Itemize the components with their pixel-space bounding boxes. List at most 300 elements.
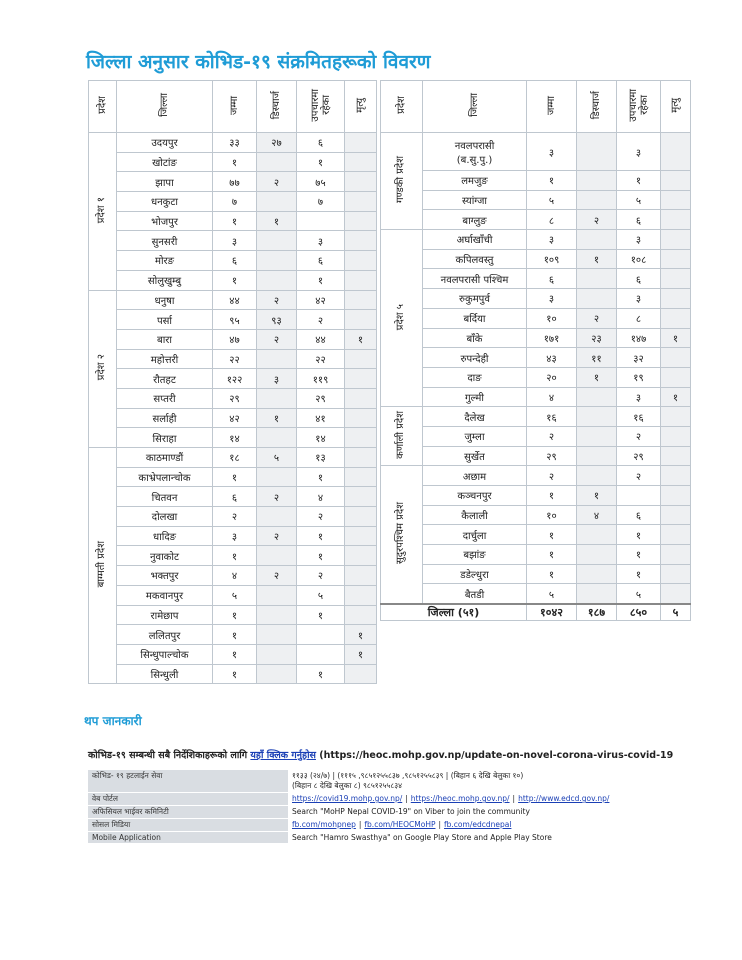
active-cell: १ xyxy=(297,664,345,684)
active-cell: ३ xyxy=(297,231,345,251)
table-row xyxy=(381,269,691,289)
district-cell: दोलखा xyxy=(117,507,213,527)
discharged-cell xyxy=(577,584,617,604)
deaths-cell xyxy=(345,526,377,546)
total-cell: १ xyxy=(213,467,257,487)
info-link[interactable]: https://covid19.mohp.gov.np/ xyxy=(292,794,403,803)
total-cell: १२२ xyxy=(213,369,257,389)
info-label: अफिसियल भाईवर कमिनिटी xyxy=(88,806,288,819)
discharged-cell xyxy=(257,349,297,369)
province-cell: सुदुरपश्चिम प्रदेश xyxy=(381,466,423,604)
district-cell: जुम्ला xyxy=(423,426,527,446)
table-row xyxy=(89,585,377,605)
table-row xyxy=(89,152,377,172)
table-row xyxy=(89,172,377,192)
deaths-cell xyxy=(661,525,691,545)
district-cell: मोरङ xyxy=(117,251,213,271)
active-cell: १ xyxy=(297,546,345,566)
active-cell: ४१ xyxy=(297,408,345,428)
discharged-cell xyxy=(577,446,617,466)
district-cell: धनकुटा xyxy=(117,192,213,212)
district-cell: झापा xyxy=(117,172,213,192)
table-row xyxy=(381,249,691,269)
district-cell: सिन्धुपाल्चोक xyxy=(117,644,213,664)
total-cell: ३ xyxy=(527,133,577,171)
table-row xyxy=(381,133,691,171)
active-cell: ५ xyxy=(617,584,661,604)
active-cell: ३ xyxy=(617,289,661,309)
district-cell: सप्तरी xyxy=(117,388,213,408)
district-cell: बैतडी xyxy=(423,584,527,604)
table-row xyxy=(89,310,377,330)
district-cell: स्यांग्जा xyxy=(423,190,527,210)
deaths-cell xyxy=(345,290,377,310)
total-cell: ५ xyxy=(213,585,257,605)
district-cell: रुकुमपुर्व xyxy=(423,289,527,309)
deaths-cell xyxy=(661,171,691,191)
info-link[interactable]: http://www.edcd.gov.np/ xyxy=(518,794,610,803)
district-cell: बाग्लुङ xyxy=(423,210,527,230)
total-cell: ५ xyxy=(527,584,577,604)
active-cell: ३२ xyxy=(617,348,661,368)
active-cell: २२ xyxy=(297,349,345,369)
discharged-cell: ४ xyxy=(577,505,617,525)
deaths-cell xyxy=(345,270,377,290)
active-cell: २ xyxy=(297,566,345,586)
district-cell: बर्दिया xyxy=(423,308,527,328)
discharged-cell: २ xyxy=(577,308,617,328)
header-total: जम्मा xyxy=(213,81,257,133)
deaths-cell xyxy=(661,426,691,446)
table-row xyxy=(89,211,377,231)
total-cell: १ xyxy=(527,525,577,545)
active-cell: १ xyxy=(297,526,345,546)
discharged-cell xyxy=(577,133,617,171)
table-row xyxy=(89,231,377,251)
table-row xyxy=(381,486,691,506)
discharged-cell xyxy=(577,230,617,250)
table-row xyxy=(89,526,377,546)
total-cell: १० xyxy=(527,308,577,328)
total-cell: २९ xyxy=(213,388,257,408)
table-row xyxy=(89,487,377,507)
active-cell: २ xyxy=(617,426,661,446)
district-cell: डडेल्धुरा xyxy=(423,564,527,584)
discharged-cell: २ xyxy=(257,172,297,192)
active-cell: ५ xyxy=(617,190,661,210)
active-cell: ३ xyxy=(617,387,661,407)
table-row xyxy=(381,466,691,486)
discharged-cell xyxy=(577,289,617,309)
discharged-cell xyxy=(257,467,297,487)
active-cell: २ xyxy=(617,466,661,486)
deaths-cell xyxy=(661,348,691,368)
active-cell: ६ xyxy=(617,269,661,289)
deaths-cell xyxy=(661,486,691,506)
discharged-cell: १ xyxy=(577,486,617,506)
active-cell: १ xyxy=(297,152,345,172)
table-row xyxy=(89,270,377,290)
district-cell: सोलुखुम्बु xyxy=(117,270,213,290)
info-value xyxy=(288,770,688,793)
info-value: https://covid19.mohp.gov.np/ | https://heoc.mohp.gov.np/ | http://www.edcd.gov.np/ xyxy=(288,793,688,806)
directive-url: (https://heoc.mohp.gov.np/update-on-novel-corona-virus-covid-19 xyxy=(319,750,674,761)
total-cell: १ xyxy=(213,664,257,684)
active-cell: १६ xyxy=(617,407,661,427)
discharged-cell xyxy=(257,270,297,290)
district-cell: दैलेख xyxy=(423,407,527,427)
active-cell: २९ xyxy=(617,446,661,466)
discharged-cell xyxy=(577,171,617,191)
header-discharged: डिस्चार्ज xyxy=(257,81,297,133)
total-cell: १ xyxy=(213,625,257,645)
deaths-cell: १ xyxy=(661,328,691,348)
table-row xyxy=(381,387,691,407)
info-row xyxy=(88,793,688,806)
active-cell: ७५ xyxy=(297,172,345,192)
info-row xyxy=(88,770,688,793)
deaths-cell xyxy=(345,546,377,566)
active-cell xyxy=(297,625,345,645)
district-cell: कपिलवस्तु xyxy=(423,249,527,269)
active-cell: ६ xyxy=(617,210,661,230)
discharged-cell: १ xyxy=(577,249,617,269)
deaths-cell xyxy=(661,249,691,269)
deaths-cell xyxy=(661,230,691,250)
table-row xyxy=(381,210,691,230)
deaths-cell xyxy=(345,310,377,330)
table-row xyxy=(381,171,691,191)
total-cell: १०९ xyxy=(527,249,577,269)
district-cell: रामेछाप xyxy=(117,605,213,625)
deaths-cell xyxy=(661,210,691,230)
active-cell: ३ xyxy=(617,133,661,171)
total-cell: १८ xyxy=(213,448,257,468)
district-cell: सिन्धुली xyxy=(117,664,213,684)
page-title: जिल्ला अनुसार कोभिड-१९ संक्रमितहरूको विवरण xyxy=(86,51,431,73)
district-cell: पर्सा xyxy=(117,310,213,330)
total-row xyxy=(381,604,691,621)
table-row xyxy=(381,426,691,446)
district-cell: महोत्तरी xyxy=(117,349,213,369)
district-cell: भक्तपुर xyxy=(117,566,213,586)
table-row xyxy=(89,605,377,625)
total-cases: १०४२ xyxy=(527,604,577,621)
district-cell: सर्लाही xyxy=(117,408,213,428)
district-cell: मकवानपुर xyxy=(117,585,213,605)
active-cell: ३ xyxy=(617,230,661,250)
deaths-cell xyxy=(345,172,377,192)
active-cell: ७ xyxy=(297,192,345,212)
discharged-cell: २ xyxy=(257,290,297,310)
info-label: Mobile Application xyxy=(88,832,288,844)
discharged-cell: २७ xyxy=(257,133,297,153)
info-label: सोसल मिडिया xyxy=(88,819,288,832)
table-row xyxy=(89,251,377,271)
discharged-cell: २३ xyxy=(577,328,617,348)
total-cell: ४ xyxy=(527,387,577,407)
deaths-cell xyxy=(345,192,377,212)
district-cell: बझांङ xyxy=(423,545,527,565)
info-row xyxy=(88,806,688,819)
total-cell: १ xyxy=(213,605,257,625)
district-cell: ललितपुर xyxy=(117,625,213,645)
total-label: जिल्ला (५१) xyxy=(381,604,527,621)
district-cell: नवलपरासी (ब.सु.पु.) xyxy=(423,133,527,171)
district-cell: सुर्खेत xyxy=(423,446,527,466)
right-district-table xyxy=(380,80,691,621)
deaths-cell xyxy=(345,467,377,487)
active-cell: १ xyxy=(617,171,661,191)
discharged-cell xyxy=(257,192,297,212)
total-cell: १ xyxy=(527,486,577,506)
discharged-cell: १ xyxy=(577,367,617,387)
table-row xyxy=(381,564,691,584)
active-cell: १ xyxy=(617,564,661,584)
table-row xyxy=(381,348,691,368)
table-row xyxy=(89,388,377,408)
deaths-cell xyxy=(661,564,691,584)
active-cell: १३ xyxy=(297,448,345,468)
active-cell: ४ xyxy=(297,487,345,507)
info-label: वेब पोर्टल xyxy=(88,793,288,806)
district-cell: रुपन्देही xyxy=(423,348,527,368)
discharged-cell xyxy=(577,269,617,289)
active-cell: ४२ xyxy=(297,290,345,310)
header-province: प्रदेश xyxy=(89,81,117,133)
discharged-cell: २ xyxy=(257,526,297,546)
discharged-cell xyxy=(257,152,297,172)
table-row xyxy=(89,349,377,369)
active-cell: १ xyxy=(617,545,661,565)
active-cell: १ xyxy=(297,605,345,625)
district-cell: कैलाली xyxy=(423,505,527,525)
province-cell: कर्णाली प्रदेश xyxy=(381,407,423,466)
discharged-cell: २ xyxy=(257,566,297,586)
total-cell: १४ xyxy=(213,428,257,448)
deaths-cell xyxy=(345,605,377,625)
header-discharged: डिस्चार्ज xyxy=(577,81,617,133)
discharged-cell xyxy=(257,546,297,566)
total-cell: ६ xyxy=(527,269,577,289)
discharged-cell xyxy=(257,231,297,251)
deaths-cell xyxy=(661,190,691,210)
district-cell: कञ्चनपुर xyxy=(423,486,527,506)
province-cell: बाग्मती प्रदेश xyxy=(89,448,117,684)
deaths-cell xyxy=(661,466,691,486)
header-deaths: मृत्यु xyxy=(661,81,691,133)
total-cell: २ xyxy=(527,426,577,446)
active-cell: ५ xyxy=(297,585,345,605)
discharged-cell: २ xyxy=(257,487,297,507)
total-cell: ७ xyxy=(213,192,257,212)
district-cell: भोजपुर xyxy=(117,211,213,231)
total-cell: १ xyxy=(527,545,577,565)
total-cell: ८ xyxy=(527,210,577,230)
deaths-cell xyxy=(345,448,377,468)
district-cell: अर्घाखाँची xyxy=(423,230,527,250)
total-deaths: ५ xyxy=(661,604,691,621)
info-row xyxy=(88,832,688,844)
header-total: जम्मा xyxy=(527,81,577,133)
header-under-treatment: उपचारमा रहेका xyxy=(617,81,661,133)
discharged-cell xyxy=(577,407,617,427)
total-cell: १ xyxy=(213,211,257,231)
deaths-cell xyxy=(661,505,691,525)
total-cell: १० xyxy=(527,505,577,525)
deaths-cell: १ xyxy=(345,329,377,349)
district-cell: अछाम xyxy=(423,466,527,486)
district-cell: दार्चुला xyxy=(423,525,527,545)
deaths-cell xyxy=(345,349,377,369)
directive-line xyxy=(88,748,673,761)
total-cell: २९ xyxy=(527,446,577,466)
deaths-cell xyxy=(661,446,691,466)
district-cell: काठमाण्डौं xyxy=(117,448,213,468)
header-province: प्रदेश xyxy=(381,81,423,133)
active-cell: १ xyxy=(297,467,345,487)
deaths-cell xyxy=(345,585,377,605)
deaths-cell xyxy=(661,133,691,171)
district-cell: धादिङ xyxy=(117,526,213,546)
total-cell: ४४ xyxy=(213,290,257,310)
district-cell: नवलपरासी पश्चिम xyxy=(423,269,527,289)
district-cell: सिराहा xyxy=(117,428,213,448)
deaths-cell xyxy=(661,289,691,309)
info-text-line: Search "Hamro Swasthya" on Google Play Store and Apple Play Store xyxy=(292,833,552,842)
total-cell: ४२ xyxy=(213,408,257,428)
active-cell: २ xyxy=(297,507,345,527)
table-row xyxy=(381,584,691,604)
total-cell: ७७ xyxy=(213,172,257,192)
deaths-cell xyxy=(661,308,691,328)
total-cell: १ xyxy=(213,270,257,290)
total-active: ८५० xyxy=(617,604,661,621)
table-row xyxy=(381,525,691,545)
deaths-cell xyxy=(661,545,691,565)
info-table xyxy=(88,770,688,844)
deaths-cell xyxy=(661,269,691,289)
deaths-cell xyxy=(345,664,377,684)
total-cell: २ xyxy=(527,466,577,486)
info-value xyxy=(288,832,688,844)
deaths-cell: १ xyxy=(661,387,691,407)
active-cell: ८ xyxy=(617,308,661,328)
discharged-cell xyxy=(257,507,297,527)
table-row xyxy=(89,625,377,645)
total-cell: ४३ xyxy=(527,348,577,368)
active-cell: १९ xyxy=(617,367,661,387)
table-row xyxy=(89,133,377,153)
info-text-line: Search "MoHP Nepal COVID-19" on Viber to join the community xyxy=(292,807,530,816)
total-cell: ३ xyxy=(527,230,577,250)
total-cell: ६ xyxy=(213,251,257,271)
table-row xyxy=(89,329,377,349)
directive-link[interactable]: यहाँ क्लिक गर्नुहोस xyxy=(250,750,316,761)
info-link[interactable]: fb.com/mohpnep xyxy=(292,820,356,829)
table-row xyxy=(89,192,377,212)
discharged-cell: २ xyxy=(257,329,297,349)
total-cell: १ xyxy=(527,564,577,584)
discharged-cell xyxy=(577,387,617,407)
active-cell xyxy=(297,211,345,231)
discharged-cell xyxy=(577,426,617,446)
total-cell: ३३ xyxy=(213,133,257,153)
table-row xyxy=(89,566,377,586)
discharged-cell xyxy=(257,428,297,448)
discharged-cell: ११ xyxy=(577,348,617,368)
total-cell: २२ xyxy=(213,349,257,369)
district-cell: खोटांङ xyxy=(117,152,213,172)
active-cell xyxy=(297,644,345,664)
header-district: जिल्ला xyxy=(423,81,527,133)
discharged-cell xyxy=(257,251,297,271)
active-cell: १४७ xyxy=(617,328,661,348)
total-cell: ३ xyxy=(213,526,257,546)
total-cell: १ xyxy=(213,152,257,172)
table-row xyxy=(381,545,691,565)
table-row xyxy=(89,467,377,487)
province-cell: गण्डकी प्रदेश xyxy=(381,133,423,230)
table-row xyxy=(381,505,691,525)
discharged-cell: ९३ xyxy=(257,310,297,330)
discharged-cell xyxy=(257,585,297,605)
total-cell: १ xyxy=(527,171,577,191)
info-label: कोभिड- १९ हटलाईन सेवा xyxy=(88,770,288,793)
discharged-cell xyxy=(257,625,297,645)
active-cell: १ xyxy=(297,270,345,290)
active-cell: ६ xyxy=(297,251,345,271)
deaths-cell xyxy=(345,211,377,231)
province-cell: प्रदेश १ xyxy=(89,133,117,291)
info-link[interactable]: fb.com/HEOCMoHP xyxy=(364,820,436,829)
deaths-cell xyxy=(345,566,377,586)
district-cell: धनुषा xyxy=(117,290,213,310)
table-row xyxy=(89,408,377,428)
deaths-cell xyxy=(345,369,377,389)
active-cell: ११९ xyxy=(297,369,345,389)
district-cell: बाँके xyxy=(423,328,527,348)
info-link[interactable]: https://heoc.mohp.gov.np/ xyxy=(410,794,510,803)
deaths-cell: १ xyxy=(345,625,377,645)
total-cell: १६ xyxy=(527,407,577,427)
info-link[interactable]: fb.com/edcdnepal xyxy=(444,820,512,829)
total-cell: २० xyxy=(527,367,577,387)
active-cell: १०८ xyxy=(617,249,661,269)
discharged-cell xyxy=(577,564,617,584)
table-row xyxy=(381,308,691,328)
table-row xyxy=(381,289,691,309)
discharged-cell: १ xyxy=(257,211,297,231)
discharged-cell xyxy=(577,525,617,545)
district-cell: नुवाकोट xyxy=(117,546,213,566)
table-row xyxy=(89,546,377,566)
deaths-cell xyxy=(345,428,377,448)
left-district-table xyxy=(88,80,377,684)
active-cell xyxy=(617,486,661,506)
active-cell: १४ xyxy=(297,428,345,448)
header-under-treatment: उपचारमा रहेका xyxy=(297,81,345,133)
active-cell: १ xyxy=(617,525,661,545)
district-cell: दाङ xyxy=(423,367,527,387)
table-row xyxy=(381,190,691,210)
total-cell: १ xyxy=(213,644,257,664)
total-cell: ४ xyxy=(213,566,257,586)
info-value: fb.com/mohpnep | fb.com/HEOCMoHP | fb.com/edcdnepal xyxy=(288,819,688,832)
total-cell: ६ xyxy=(213,487,257,507)
total-cell: ३ xyxy=(213,231,257,251)
table-row xyxy=(89,369,377,389)
